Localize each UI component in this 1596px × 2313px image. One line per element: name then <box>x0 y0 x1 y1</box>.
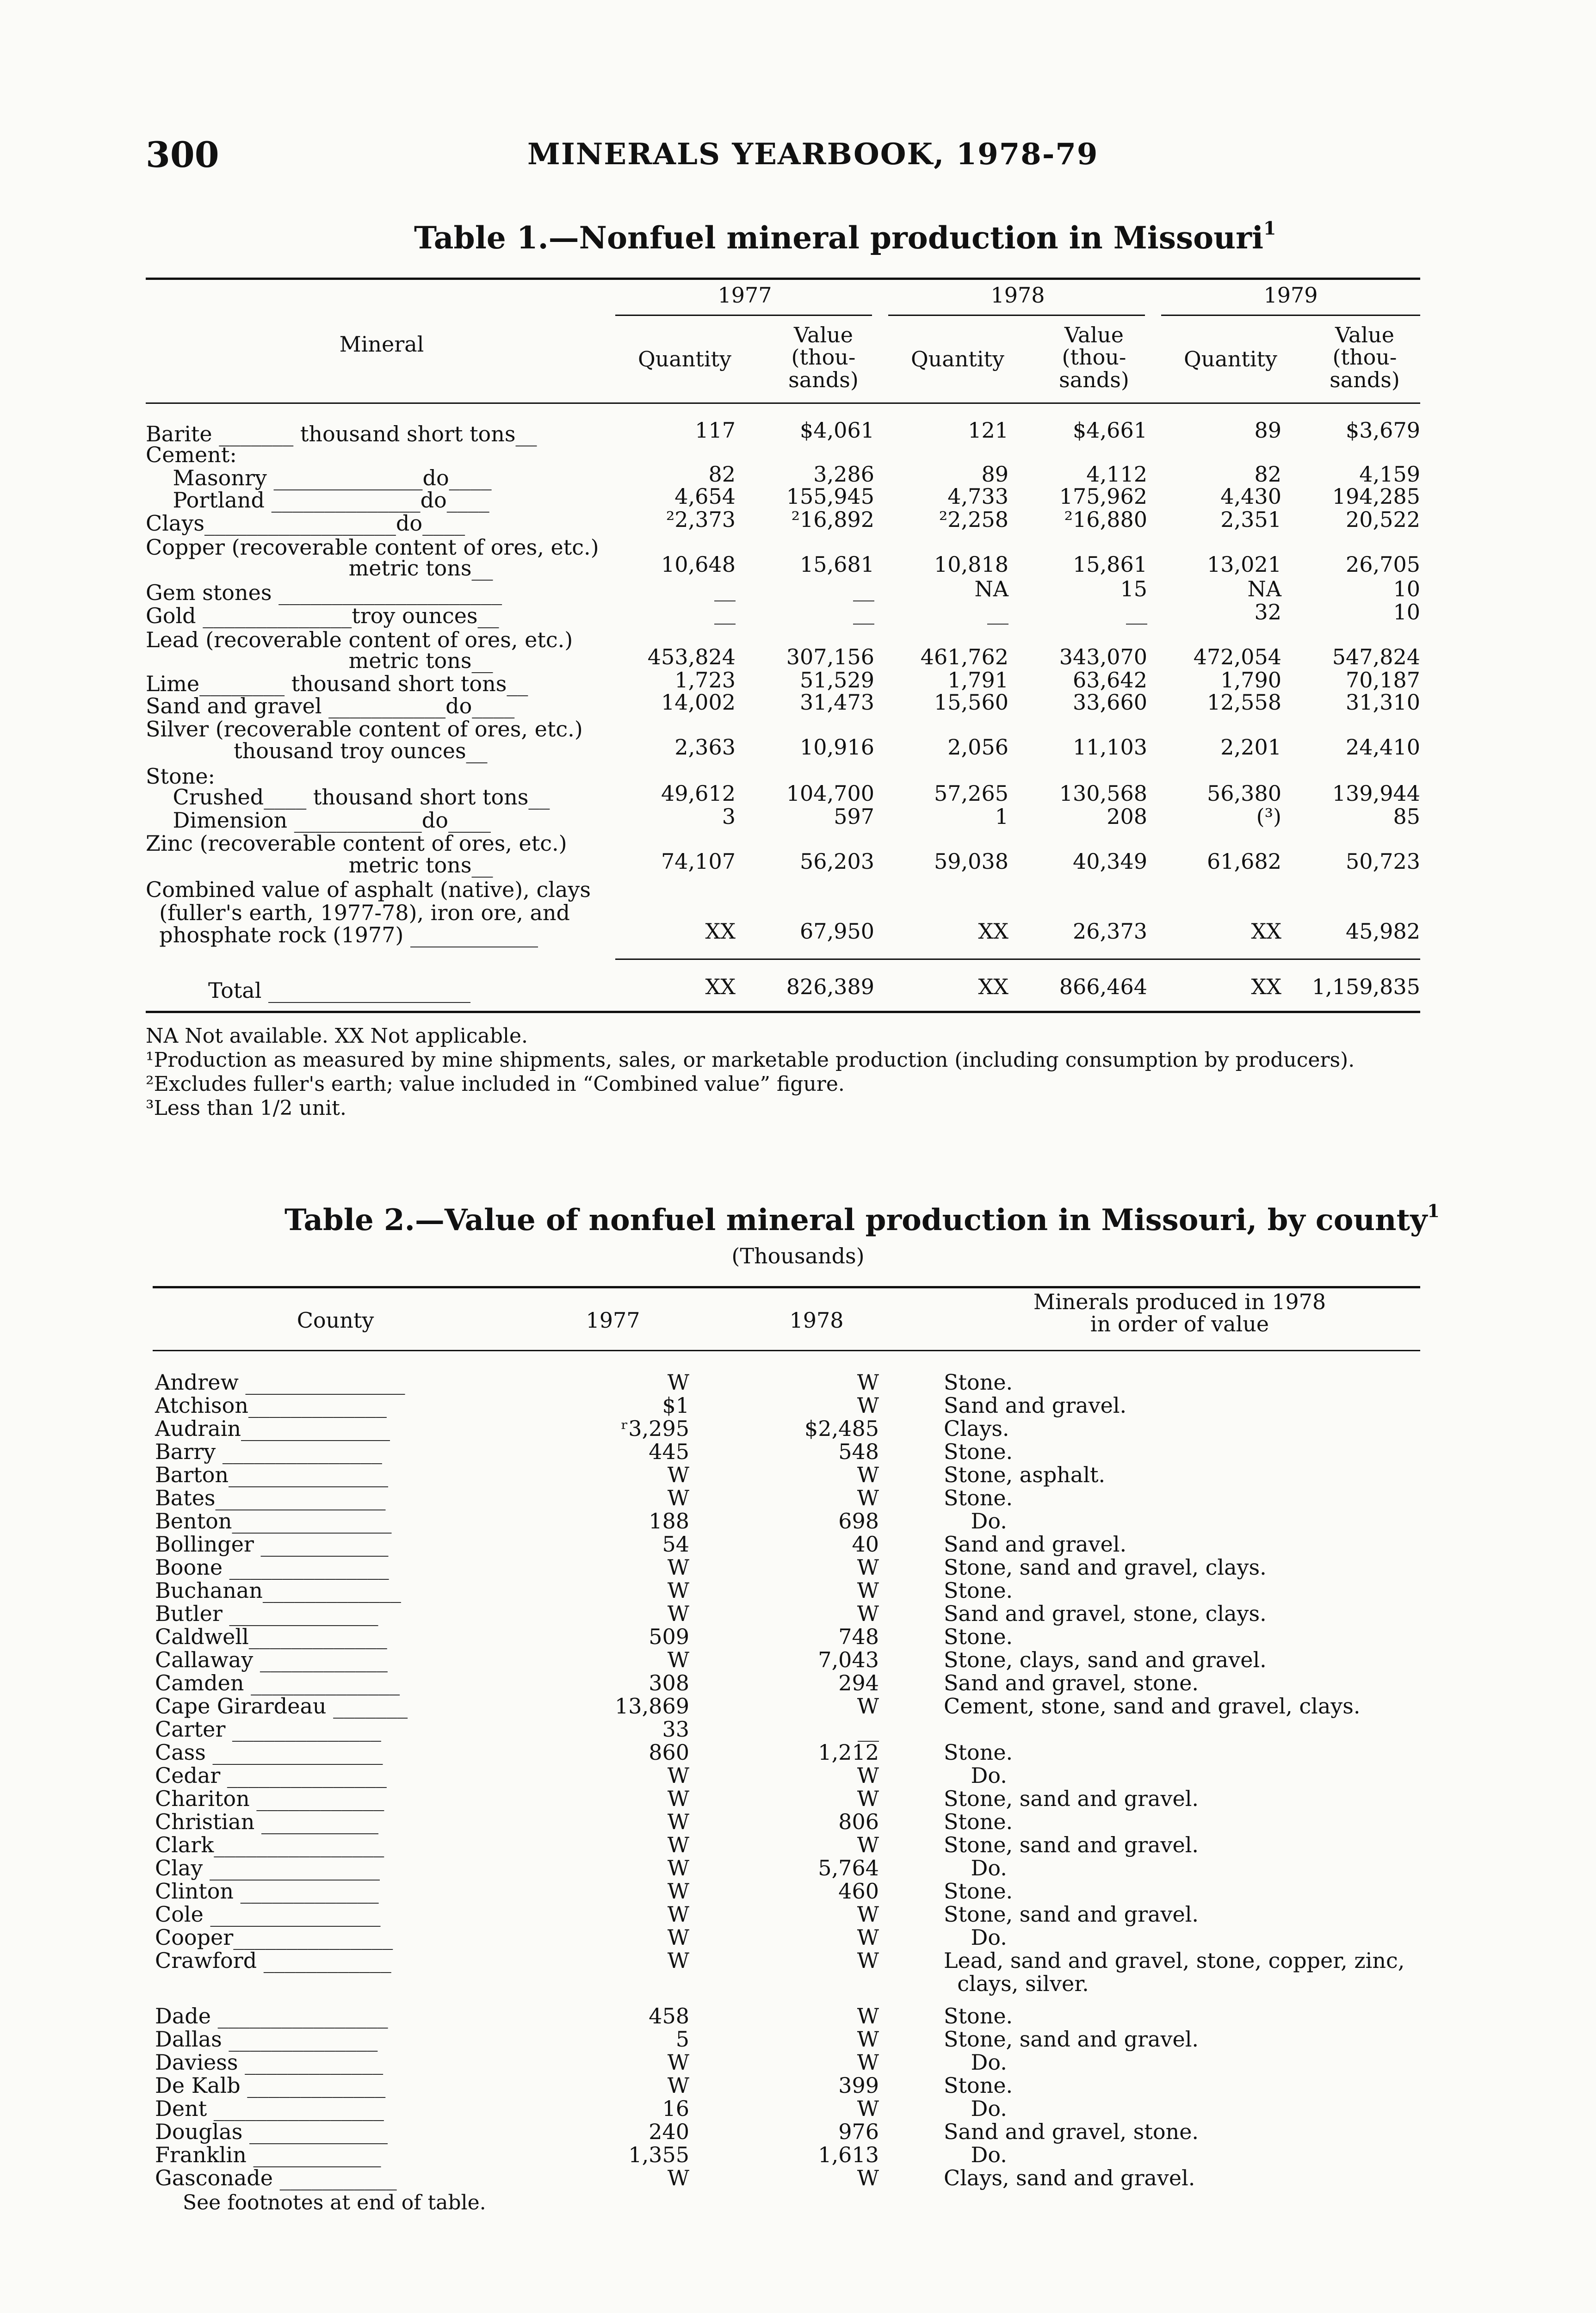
t1-year-1978: 1978 <box>990 283 1045 308</box>
t2-value-1978: W <box>857 2096 879 2121</box>
t2-county: Cape Girardeau _______ <box>155 1694 408 1719</box>
t1-cell-q77: __ <box>714 576 736 601</box>
t2-minerals: Stone. <box>944 1578 1013 1603</box>
t1-row-label: Dimension ____________do____ <box>146 808 491 833</box>
t2-value-1977: W <box>667 1879 689 1904</box>
t2-county: Daviess _____________ <box>155 2050 384 2075</box>
t1-cell-q77: 49,612 <box>661 781 736 806</box>
t2-value-1978: W <box>857 1948 879 1973</box>
t2-value-1977: ʳ3,295 <box>621 1416 689 1441</box>
t1-cell-q78: NA <box>974 576 1008 601</box>
t1-cell-q78: XX <box>978 919 1008 944</box>
t2-county: Clinton _____________ <box>155 1879 379 1904</box>
t1-cell-v78: 33,660 <box>1073 690 1147 715</box>
t2-minerals: Stone, asphalt. <box>944 1462 1106 1487</box>
t2-col-county: County <box>297 1308 374 1333</box>
t1-cell-q79: 82 <box>1254 462 1281 487</box>
t2-value-1977: 188 <box>649 1509 689 1534</box>
t2-value-1978: 1,613 <box>818 2142 879 2167</box>
t1-row-label: Lime________ thousand short tons__ <box>146 671 528 696</box>
t2-county: Cooper_______________ <box>155 1925 393 1950</box>
t1-cell-v78: 40,349 <box>1073 849 1147 874</box>
t2-value-1978: W <box>857 2165 879 2190</box>
t1-cell-v79: 50,723 <box>1346 849 1420 874</box>
t1-total-v77: 826,389 <box>786 974 874 999</box>
t2-minerals: Do. <box>944 2096 1007 2121</box>
t1-cell-v78: 11,103 <box>1073 735 1147 760</box>
t1-row-label: metric tons__ <box>146 556 493 581</box>
t1-cell-q77: 14,002 <box>661 690 736 715</box>
t1-cell-q79: 472,054 <box>1193 644 1281 669</box>
t2-value-1978: 399 <box>838 2073 879 2098</box>
t2-value-1977: W <box>667 1902 689 1927</box>
t2-value-1978: W <box>857 1393 879 1418</box>
t1-footnote-2: ²Excludes fuller's earth; value included in “Combined value” figure. <box>146 1072 845 1096</box>
t1-cell-q77: 2,363 <box>674 735 736 760</box>
t1-cell-v77: 31,473 <box>800 690 874 715</box>
t1-cell-q78: 59,038 <box>934 849 1008 874</box>
t1-cell-v77: 10,916 <box>800 735 874 760</box>
t2-county: Barry _______________ <box>155 1439 382 1464</box>
t2-county: Franklin ____________ <box>155 2142 381 2167</box>
t1-cell-v77: 597 <box>834 804 874 829</box>
t2-value-1978: W <box>857 1763 879 1788</box>
t1-year-rule-1979 <box>1161 315 1420 316</box>
t1-cell-q78: 121 <box>968 418 1008 443</box>
t2-county: Bollinger ____________ <box>155 1532 389 1557</box>
t2-value-1978: W <box>857 2050 879 2075</box>
t1-row-label: Portland ______________do____ <box>146 488 489 513</box>
t2-county: Cole ________________ <box>155 1902 381 1927</box>
t2-minerals: Cement, stone, sand and gravel, clays. <box>944 1694 1361 1719</box>
t1-cell-q78: ²2,258 <box>939 507 1008 532</box>
t2-value-1978: W <box>857 1832 879 1857</box>
t2-value-1977: W <box>667 1601 689 1626</box>
t2-minerals: Do. <box>944 1509 1007 1534</box>
t1-row-label: Lead (recoverable content of ores, etc.) <box>146 627 573 652</box>
t1-total-q79: XX <box>1251 974 1281 999</box>
t2-value-1978: 460 <box>838 1879 879 1904</box>
t1-cell-v78: __ <box>1126 600 1147 625</box>
t1-row-label: Crushed____ thousand short tons__ <box>146 785 550 810</box>
t2-col-1977: 1977 <box>586 1308 640 1333</box>
t1-cell-v77: __ <box>853 600 874 625</box>
t2-value-1977: 13,869 <box>615 1694 689 1719</box>
t2-county: De Kalb _____________ <box>155 2073 386 2098</box>
t2-value-1978: $2,485 <box>804 1416 879 1441</box>
t1-row-label: Gem stones _____________________ <box>146 580 502 605</box>
t2-value-1978: W <box>857 1902 879 1927</box>
t1-cell-q77: 10,648 <box>661 552 736 577</box>
t2-footnote: See footnotes at end of table. <box>183 2191 486 2214</box>
t2-value-1977: W <box>667 1832 689 1857</box>
t2-value-1977: 509 <box>649 1624 689 1649</box>
t1-footnote-1: ¹Production as measured by mine shipments, sales, or marketable production (including consumption by producers). <box>146 1048 1355 1072</box>
t1-cell-v78: 15,861 <box>1073 552 1147 577</box>
t1-cell-q79: 89 <box>1254 418 1281 443</box>
t2-value-1978: 40 <box>852 1532 879 1557</box>
t1-total-v78: 866,464 <box>1059 974 1147 999</box>
t2-county: Camden ______________ <box>155 1670 400 1695</box>
t2-minerals: Do. <box>944 2050 1007 2075</box>
t2-county: Butler ______________ <box>155 1601 378 1626</box>
t2-value-1977: $1 <box>662 1393 689 1418</box>
t1-cell-v79: 10 <box>1393 600 1420 625</box>
t1-cell-q77: 1,723 <box>674 668 736 693</box>
t2-value-1978: 976 <box>838 2119 879 2144</box>
t1-cell-v78: 4,112 <box>1086 462 1147 487</box>
t2-minerals: Do. <box>944 1855 1007 1880</box>
t1-val-1977: Value (thou- sands) <box>788 322 859 392</box>
t1-cell-q77: 117 <box>695 418 736 443</box>
t2-value-1977: 1,355 <box>628 2142 689 2167</box>
page-number: 300 <box>146 134 219 175</box>
t2-minerals: Do. <box>944 2142 1007 2167</box>
t1-cell-v77: 3,286 <box>813 462 874 487</box>
t1-row-label: Combined value of asphalt (native), clays <box>146 877 591 902</box>
t2-value-1978: W <box>857 1578 879 1603</box>
t2-value-1978: 294 <box>838 1670 879 1695</box>
t1-row-label: metric tons__ <box>146 648 493 673</box>
t1-cell-v77: 307,156 <box>786 644 874 669</box>
t1-cell-v79: 139,944 <box>1332 781 1420 806</box>
t2-value-1977: W <box>667 1370 689 1395</box>
t2-minerals: Sand and gravel. <box>944 1532 1127 1557</box>
t2-value-1977: W <box>667 1578 689 1603</box>
t1-cell-q78: 89 <box>981 462 1008 487</box>
t2-value-1978: 548 <box>838 1439 879 1464</box>
t2-value-1978: W <box>857 1694 879 1719</box>
t2-minerals: Stone. <box>944 2004 1013 2029</box>
t2-top-rule <box>153 1286 1420 1288</box>
t1-val-1978: Value (thou- sands) <box>1059 322 1129 392</box>
t2-county: Chariton ____________ <box>155 1786 384 1811</box>
t1-cell-v78: 15 <box>1120 576 1147 601</box>
t1-cell-q78: __ <box>987 600 1008 625</box>
t1-cell-q79: 1,790 <box>1220 668 1281 693</box>
t1-cell-v78: 343,070 <box>1059 644 1147 669</box>
t1-row-label: metric tons__ <box>146 853 493 878</box>
t1-cell-q79: 56,380 <box>1207 781 1281 806</box>
t1-cell-q78: 1 <box>995 804 1008 829</box>
t2-header-rule <box>153 1350 1420 1351</box>
t1-total-q77: XX <box>705 974 736 999</box>
t2-value-1978: W <box>857 2027 879 2052</box>
t1-cell-q77: ²2,373 <box>666 507 736 532</box>
t1-val-1979: Value (thou- sands) <box>1330 322 1400 392</box>
t1-cell-v78: ²16,880 <box>1064 507 1147 532</box>
t2-county: Dent ________________ <box>155 2096 384 2121</box>
t1-row-label: Zinc (recoverable content of ores, etc.) <box>146 831 567 856</box>
t2-value-1978: W <box>857 1485 879 1510</box>
t1-cell-v77: 51,529 <box>800 668 874 693</box>
t2-county: Douglas _____________ <box>155 2119 388 2144</box>
t1-cell-v78: 26,373 <box>1073 919 1147 944</box>
t1-year-rule-1977 <box>615 315 872 316</box>
t1-cell-v77: 67,950 <box>800 919 874 944</box>
t1-row-label: thousand troy ounces__ <box>146 738 488 763</box>
t1-cell-q79: XX <box>1251 919 1281 944</box>
t2-value-1978: W <box>857 1786 879 1811</box>
t2-value-1977: 240 <box>649 2119 689 2144</box>
t2-minerals: Clays, sand and gravel. <box>944 2165 1195 2190</box>
t1-row-label: Silver (recoverable content of ores, etc.) <box>146 717 583 742</box>
t1-row-label: Barite _______ thousand short tons__ <box>146 421 537 446</box>
t2-county: Clay ________________ <box>155 1855 380 1880</box>
t1-cell-q77: 3 <box>722 804 736 829</box>
t2-minerals: Sand and gravel, stone, clays. <box>944 1601 1267 1626</box>
t2-minerals: Stone, sand and gravel. <box>944 1902 1199 1927</box>
t1-cell-q77: 82 <box>708 462 736 487</box>
t1-cell-v79: 4,159 <box>1359 462 1420 487</box>
t2-county: Dade ________________ <box>155 2004 388 2029</box>
t1-cell-v79: 85 <box>1393 804 1420 829</box>
t2-minerals: Stone. <box>944 1624 1013 1649</box>
t1-cell-v79: 194,285 <box>1332 484 1420 509</box>
t2-value-1977: 860 <box>649 1740 689 1765</box>
t2-minerals: Stone, sand and gravel. <box>944 1832 1199 1857</box>
t2-value-1977: 445 <box>649 1439 689 1464</box>
t2-value-1978: 5,764 <box>818 1855 879 1880</box>
t2-minerals: Stone, sand and gravel. <box>944 2027 1199 2052</box>
t2-county: Dallas ______________ <box>155 2027 378 2052</box>
t2-county: Atchison_____________ <box>155 1393 387 1418</box>
t1-footnote-3: ³Less than 1/2 unit. <box>146 1096 346 1120</box>
t1-cell-v78: 208 <box>1107 804 1147 829</box>
t2-value-1977: W <box>667 2050 689 2075</box>
t2-value-1977: 16 <box>662 2096 689 2121</box>
t1-cell-q78: 57,265 <box>934 781 1008 806</box>
t2-value-1977: W <box>667 1786 689 1811</box>
t2-value-1978: W <box>857 1601 879 1626</box>
t1-cell-q78: 2,056 <box>947 735 1008 760</box>
t1-row-label: Stone: <box>146 764 216 789</box>
t1-cell-q78: 4,733 <box>947 484 1008 509</box>
t1-row-label: (fuller's earth, 1977-78), iron ore, and <box>146 900 570 925</box>
t2-value-1978: W <box>857 1462 879 1487</box>
t2-value-1977: W <box>667 1855 689 1880</box>
table2-subtitle: (Thousands) <box>731 1243 865 1268</box>
t2-value-1978: 698 <box>838 1509 879 1534</box>
t2-minerals: Stone, clays, sand and gravel. <box>944 1647 1267 1672</box>
t1-cell-v79: 45,982 <box>1346 919 1420 944</box>
t2-value-1977: 308 <box>649 1670 689 1695</box>
t2-county: Gasconade ___________ <box>155 2165 397 2190</box>
t1-cell-q78: 10,818 <box>934 552 1008 577</box>
running-head: MINERALS YEARBOOK, 1978-79 <box>527 137 1099 172</box>
t2-minerals: Stone. <box>944 1370 1013 1395</box>
t2-col-minerals: Minerals produced in 1978 in order of value <box>1033 1289 1326 1337</box>
t1-cell-q79: (³) <box>1256 804 1281 829</box>
t1-cell-q77: __ <box>714 600 736 625</box>
t2-county: Caldwell_____________ <box>155 1624 387 1649</box>
t2-value-1977: W <box>667 1925 689 1950</box>
t1-bottom-rule <box>146 1011 1420 1013</box>
t1-cell-q79: 12,558 <box>1207 690 1281 715</box>
t2-county: Crawford ____________ <box>155 1948 391 1973</box>
t1-cell-q78: 15,560 <box>934 690 1008 715</box>
t2-county: Christian ___________ <box>155 1809 378 1834</box>
t2-county: Bates________________ <box>155 1485 386 1510</box>
t1-cell-v79: 20,522 <box>1346 507 1420 532</box>
t2-county: Callaway ____________ <box>155 1647 388 1672</box>
t1-cell-v79: 10 <box>1393 576 1420 601</box>
t2-value-1977: W <box>667 1948 689 1973</box>
t1-year-rule-1978 <box>888 315 1145 316</box>
t1-cell-v78: 130,568 <box>1059 781 1147 806</box>
t1-row-label: Copper (recoverable content of ores, etc.) <box>146 535 599 560</box>
t1-cell-v79: 70,187 <box>1346 668 1420 693</box>
t1-col-mineral: Mineral <box>339 332 424 357</box>
t1-cell-v77: __ <box>853 576 874 601</box>
t2-minerals: Do. <box>944 1925 1007 1950</box>
t2-county: Carter ______________ <box>155 1717 381 1742</box>
t1-header-rule <box>146 402 1420 404</box>
t2-minerals: Stone. <box>944 1439 1013 1464</box>
t2-minerals: Stone. <box>944 1809 1013 1834</box>
t2-minerals: Sand and gravel, stone. <box>944 1670 1199 1695</box>
t1-cell-v79: 547,824 <box>1332 644 1420 669</box>
t1-cell-q77: XX <box>705 919 736 944</box>
t2-value-1977: W <box>667 1462 689 1487</box>
t1-cell-q78: 461,762 <box>920 644 1008 669</box>
table2-title: Table 2.—Value of nonfuel mineral production in Missouri, by county$^1$ <box>285 1201 1440 1237</box>
t2-value-1977: W <box>667 2165 689 2190</box>
t2-minerals: Lead, sand and gravel, stone, copper, zinc, <box>944 1948 1405 1973</box>
t1-row-label: Gold ______________troy ounces__ <box>146 603 499 628</box>
t2-value-1977: W <box>667 1555 689 1580</box>
t1-cell-q77: 74,107 <box>661 849 736 874</box>
t2-minerals: Do. <box>944 1763 1007 1788</box>
t1-cell-v77: 56,203 <box>800 849 874 874</box>
t2-county: Barton_______________ <box>155 1462 389 1487</box>
t2-value-1977: 54 <box>662 1532 689 1557</box>
t2-county: Andrew _______________ <box>155 1370 405 1395</box>
t1-year-1979: 1979 <box>1263 283 1318 308</box>
t2-county: Buchanan_____________ <box>155 1578 401 1603</box>
t2-value-1977: W <box>667 2073 689 2098</box>
t2-minerals: Stone, sand and gravel. <box>944 1786 1199 1811</box>
t2-minerals: Sand and gravel. <box>944 1393 1127 1418</box>
t1-cell-q79: 2,201 <box>1220 735 1281 760</box>
t1-cell-q79: 13,021 <box>1207 552 1281 577</box>
t1-total-label: Total ___________________ <box>208 978 471 1003</box>
t2-value-1978: W <box>857 2004 879 2029</box>
t2-minerals: Stone. <box>944 1740 1013 1765</box>
t2-value-1977: 458 <box>649 2004 689 2029</box>
t1-cell-q79: 61,682 <box>1207 849 1281 874</box>
t1-cell-v78: $4,661 <box>1073 418 1147 443</box>
t2-value-1978: 806 <box>838 1809 879 1834</box>
t2-minerals: Sand and gravel, stone. <box>944 2119 1199 2144</box>
t1-cell-q79: 4,430 <box>1220 484 1281 509</box>
t1-cell-v77: 155,945 <box>786 484 874 509</box>
t1-row-label: phosphate rock (1977) ____________ <box>146 922 538 947</box>
t2-value-1978: W <box>857 1370 879 1395</box>
t1-row-label: Clays__________________do____ <box>146 511 465 536</box>
t1-year-1977: 1977 <box>718 283 772 308</box>
t1-cell-q79: 2,351 <box>1220 507 1281 532</box>
t1-cell-q78: 1,791 <box>947 668 1008 693</box>
t2-county: Boone _______________ <box>155 1555 389 1580</box>
t2-value-1978: 748 <box>838 1624 879 1649</box>
t2-minerals: Stone. <box>944 2073 1013 2098</box>
t1-total-rule <box>615 959 1420 960</box>
t2-value-1977: W <box>667 1647 689 1672</box>
t1-qty-1979: Quantity <box>1183 346 1278 371</box>
t2-county: Clark________________ <box>155 1832 384 1857</box>
t1-cell-q77: 453,824 <box>647 644 736 669</box>
t1-cell-q77: 4,654 <box>674 484 736 509</box>
t2-minerals: Stone. <box>944 1485 1013 1510</box>
t1-cell-v78: 63,642 <box>1073 668 1147 693</box>
t2-value-1978: W <box>857 1925 879 1950</box>
t2-value-1978: 1,212 <box>818 1740 879 1765</box>
t1-cell-v77: 15,681 <box>800 552 874 577</box>
t2-county: Benton_______________ <box>155 1509 392 1534</box>
table1-top-rule <box>146 278 1420 280</box>
t1-row-label: Sand and gravel ___________do____ <box>146 693 515 718</box>
t1-qty-1978: Quantity <box>910 346 1005 371</box>
t2-value-1977: W <box>667 1809 689 1834</box>
t2-value-1977: 5 <box>675 2027 689 2052</box>
t2-minerals: clays, silver. <box>944 1971 1089 1996</box>
t2-col-1978: 1978 <box>789 1308 844 1333</box>
t1-total-v79: 1,159,835 <box>1311 974 1420 999</box>
t2-value-1978: 7,043 <box>818 1647 879 1672</box>
t2-value-1977: 33 <box>662 1717 689 1742</box>
t2-county: Audrain______________ <box>155 1416 390 1441</box>
t1-cell-v77: 104,700 <box>786 781 874 806</box>
t1-cell-v77: $4,061 <box>800 418 874 443</box>
t1-row-label: Cement: <box>146 442 237 467</box>
t1-total-q78: XX <box>978 974 1008 999</box>
table1-title: Table 1.—Nonfuel mineral production in Missouri$^1$ <box>414 218 1276 256</box>
t2-value-1977: W <box>667 1485 689 1510</box>
t2-county: Cass ________________ <box>155 1740 383 1765</box>
t2-minerals: Stone, sand and gravel, clays. <box>944 1555 1267 1580</box>
t1-cell-v78: 175,962 <box>1059 484 1147 509</box>
t2-minerals: Clays. <box>944 1416 1009 1441</box>
t1-cell-v79: 24,410 <box>1346 735 1420 760</box>
t2-minerals: Stone. <box>944 1879 1013 1904</box>
t2-value-1977: W <box>667 1763 689 1788</box>
t1-cell-q79: 32 <box>1254 600 1281 625</box>
t2-value-1978: __ <box>858 1717 879 1742</box>
t1-row-label: Masonry ______________do____ <box>146 465 492 490</box>
t1-cell-v79: 26,705 <box>1346 552 1420 577</box>
t1-cell-v79: 31,310 <box>1346 690 1420 715</box>
t1-footnote-na: NA Not available. XX Not applicable. <box>146 1024 528 1048</box>
t2-value-1978: W <box>857 1555 879 1580</box>
t1-cell-v79: $3,679 <box>1346 418 1420 443</box>
t1-cell-v77: ²16,892 <box>791 507 874 532</box>
t1-cell-q79: NA <box>1247 576 1281 601</box>
t2-county: Cedar _______________ <box>155 1763 387 1788</box>
t1-qty-1977: Quantity <box>637 346 732 371</box>
